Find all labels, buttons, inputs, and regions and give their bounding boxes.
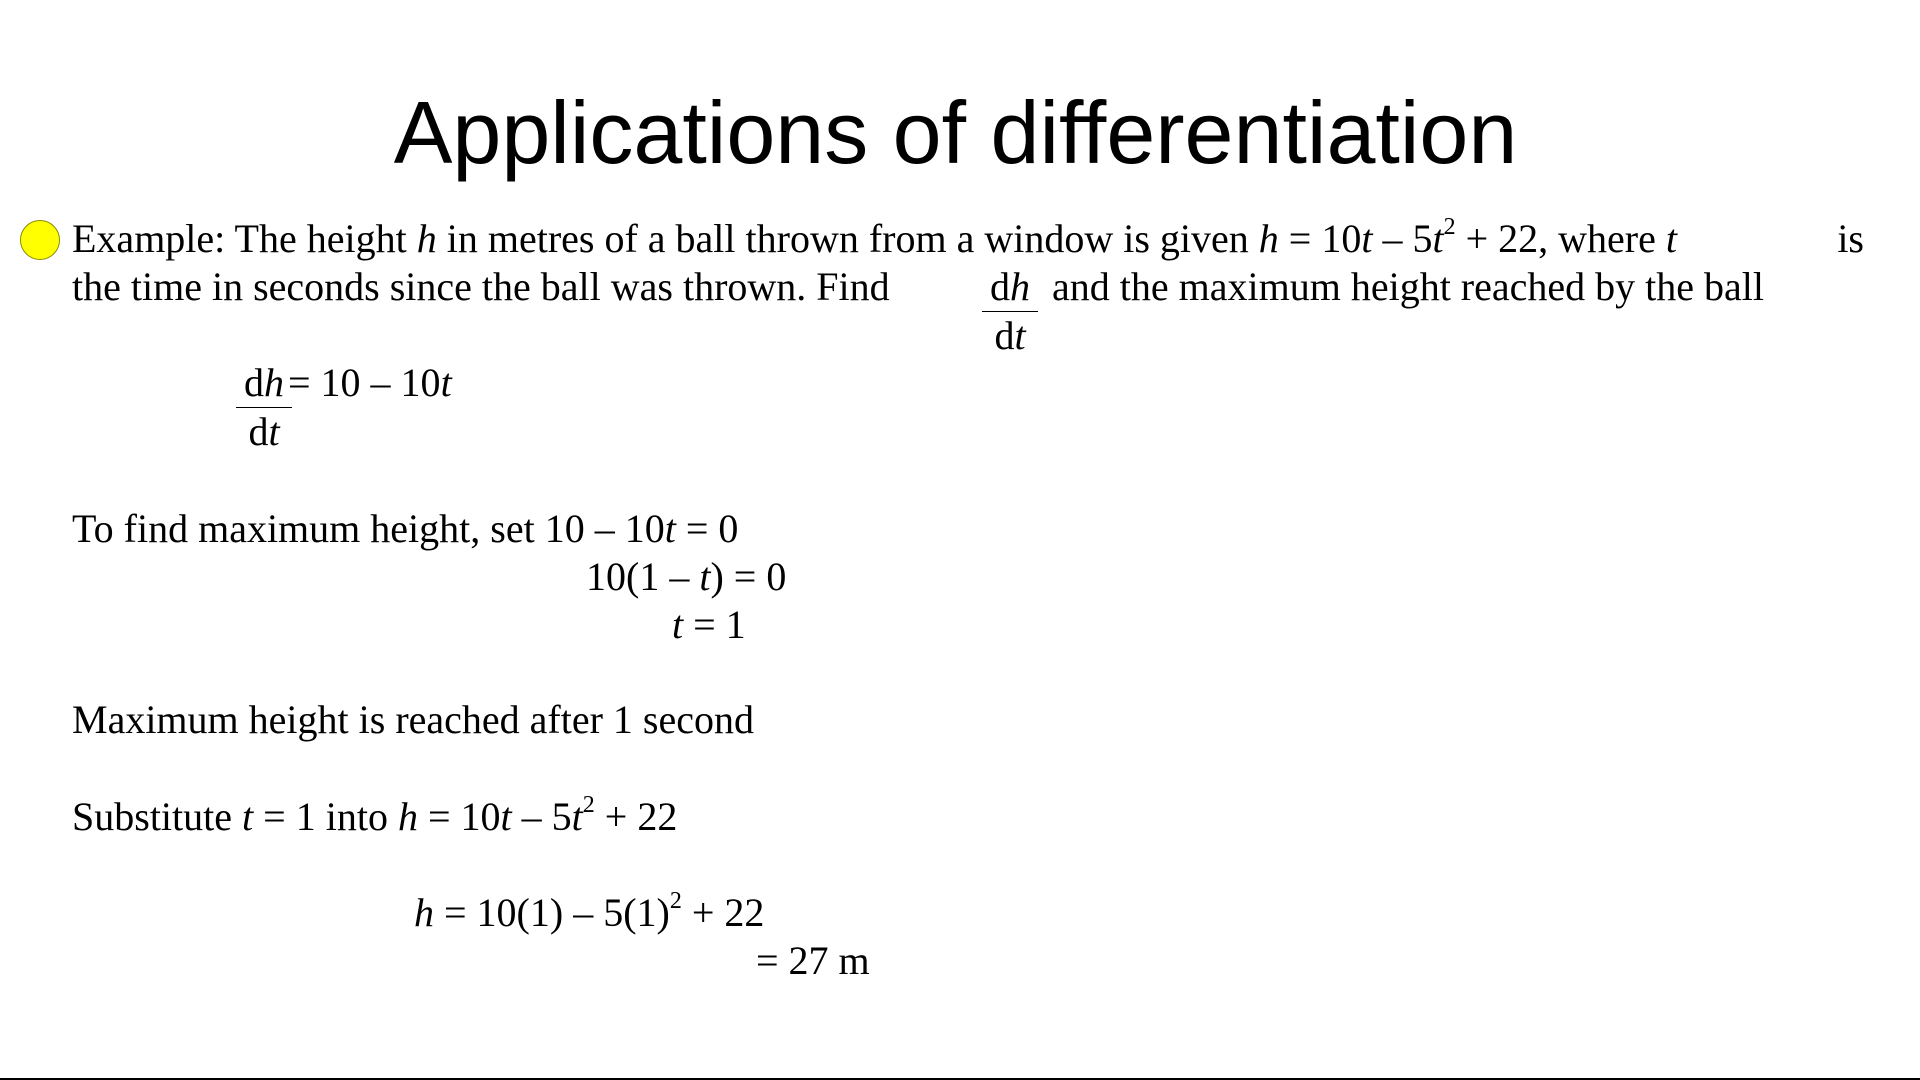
slide-title: Applications of differentiation	[393, 83, 1518, 182]
bullet-icon	[20, 220, 60, 260]
substitute-line: Substitute t = 1 into $h = 10t - 5t^2 + 22$	[72, 792, 678, 839]
result-line-1: $h = 10(1) - 5(1)^2 + 22$	[414, 888, 765, 935]
conclusion-text: Maximum height is reached after 1 second	[72, 697, 754, 742]
max-height-line-2: 10(1 – t) = 0	[586, 554, 787, 599]
derivative-rhs: = 10 – 10t	[288, 360, 452, 405]
example-line-2b: and the maximum height reached by the ball	[1052, 264, 1764, 309]
dh-dt-fraction: $\frac{dh}{dt}$	[236, 359, 292, 456]
example-line-1	[72, 215, 1864, 263]
example-line-2a: the time in seconds since the ball was thrown. Find	[72, 264, 890, 309]
result-line-2: = 27 m	[756, 938, 870, 983]
dh-dt-fraction-question: $\frac{dh}{dt}$	[982, 263, 1038, 360]
max-height-line-3: t = 1	[672, 602, 746, 647]
max-height-line-1: To find maximum height, set 10 – 10t = 0	[72, 506, 739, 551]
example-line-1-text: Example: The height h in metres of a ball thrown from a window is given $h = 10t - 5t^2 + 22$, where t	[72, 214, 1678, 261]
example-line-1-end: is	[1837, 216, 1864, 261]
